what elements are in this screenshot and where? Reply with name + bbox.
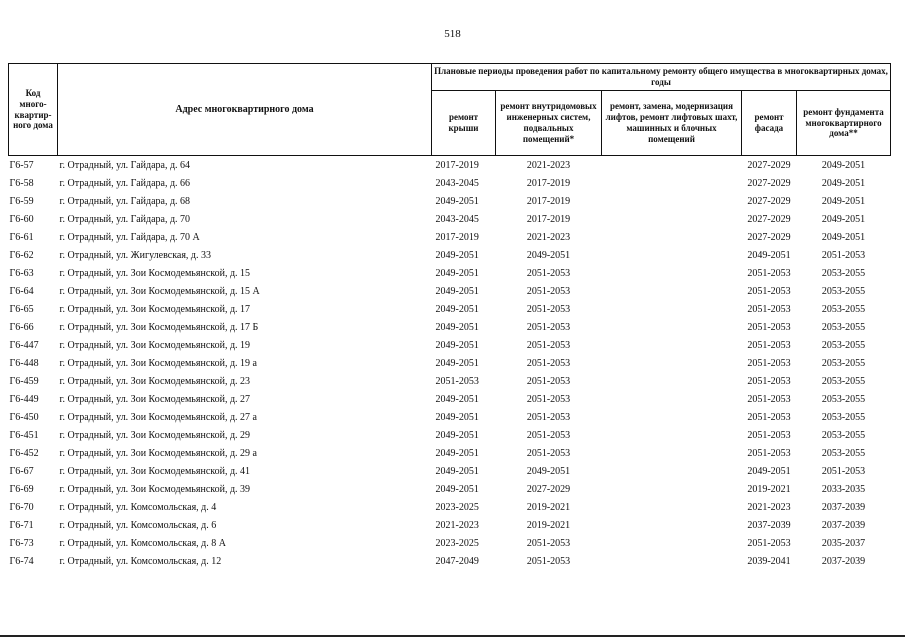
cell-lift-period xyxy=(602,462,742,480)
cell-code: Г6-449 xyxy=(9,393,39,405)
cell-lift-period xyxy=(602,498,742,516)
table-row xyxy=(9,462,891,480)
cell-inner-systems-period: 2019-2021 xyxy=(526,501,571,513)
cell-inner-systems-period: 2051-2053 xyxy=(526,285,571,297)
cell-inner-systems-period: 2051-2053 xyxy=(526,537,571,549)
cell-roof-period: 2047-2049 xyxy=(435,555,479,567)
cell-code: Г6-67 xyxy=(9,465,34,477)
cell-roof-period: 2049-2051 xyxy=(435,303,479,315)
table-row xyxy=(9,516,891,534)
cell-lift-period xyxy=(602,174,742,192)
cell-foundation-period: 2049-2051 xyxy=(821,213,866,225)
table-row xyxy=(9,210,891,228)
table-row xyxy=(9,408,891,426)
cell-foundation-period: 2053-2055 xyxy=(821,303,866,315)
cell-code: Г6-450 xyxy=(9,411,39,423)
cell-facade-period: 2051-2053 xyxy=(747,429,791,441)
cell-address: г. Отрадный, ул. Зои Космодемьянской, д. 19 xyxy=(59,339,251,351)
cell-inner-systems-period: 2017-2019 xyxy=(526,213,571,225)
cell-facade-period: 2051-2053 xyxy=(747,375,791,387)
cell-foundation-period: 2053-2055 xyxy=(821,429,866,441)
cell-inner-systems-period: 2027-2029 xyxy=(526,483,571,495)
header-code: Код много-квартир-ного дома xyxy=(9,64,58,156)
table-row xyxy=(9,444,891,462)
table-row xyxy=(9,552,891,570)
cell-inner-systems-period: 2017-2019 xyxy=(526,177,571,189)
cell-facade-period: 2051-2053 xyxy=(747,267,791,279)
cell-address: г. Отрадный, ул. Гайдара, д. 66 xyxy=(59,177,191,189)
cell-facade-period: 2051-2053 xyxy=(747,447,791,459)
cell-inner-systems-period: 2021-2023 xyxy=(526,159,571,171)
cell-facade-period: 2027-2029 xyxy=(747,177,791,189)
cell-lift-period xyxy=(602,282,742,300)
table-body xyxy=(9,156,891,571)
table-row xyxy=(9,318,891,336)
cell-foundation-period: 2049-2051 xyxy=(821,195,866,207)
table-row xyxy=(9,390,891,408)
cell-address: г. Отрадный, ул. Зои Космодемьянской, д. 19 а xyxy=(59,357,257,369)
cell-inner-systems-period: 2051-2053 xyxy=(526,429,571,441)
cell-inner-systems-period: 2051-2053 xyxy=(526,393,571,405)
cell-roof-period: 2049-2051 xyxy=(435,357,479,369)
table-row xyxy=(9,228,891,246)
cell-roof-period: 2049-2051 xyxy=(435,483,479,495)
cell-foundation-period: 2053-2055 xyxy=(821,393,866,405)
cell-code: Г6-451 xyxy=(9,429,39,441)
cell-lift-period xyxy=(602,336,742,354)
cell-code: Г6-447 xyxy=(9,339,39,351)
cell-lift-period xyxy=(602,210,742,228)
table-row xyxy=(9,192,891,210)
cell-facade-period: 2019-2021 xyxy=(747,483,791,495)
cell-code: Г6-452 xyxy=(9,447,39,459)
table-row xyxy=(9,156,891,175)
cell-roof-period: 2049-2051 xyxy=(435,249,479,261)
header-lifts: ремонт, замена, модернизация лифтов, ремонт лифтовых шахт, машинных и блочных помещений xyxy=(602,91,742,156)
cell-facade-period: 2027-2029 xyxy=(747,231,791,243)
cell-code: Г6-61 xyxy=(9,231,34,243)
cell-lift-period xyxy=(602,444,742,462)
cell-roof-period: 2017-2019 xyxy=(435,159,479,171)
cell-inner-systems-period: 2051-2053 xyxy=(526,321,571,333)
cell-code: Г6-69 xyxy=(9,483,34,495)
cell-lift-period xyxy=(602,390,742,408)
cell-address: г. Отрадный, ул. Комсомольская, д. 4 xyxy=(59,501,217,513)
cell-inner-systems-period: 2049-2051 xyxy=(526,465,571,477)
cell-inner-systems-period: 2051-2053 xyxy=(526,339,571,351)
cell-address: г. Отрадный, ул. Гайдара, д. 64 xyxy=(59,159,191,171)
cell-roof-period: 2049-2051 xyxy=(435,429,479,441)
cell-address: г. Отрадный, ул. Гайдара, д. 70 А xyxy=(59,231,200,243)
cell-foundation-period: 2053-2055 xyxy=(821,375,866,387)
cell-address: г. Отрадный, ул. Комсомольская, д. 8 А xyxy=(59,537,226,549)
cell-foundation-period: 2053-2055 xyxy=(821,339,866,351)
page-number: 518 xyxy=(444,28,461,40)
cell-roof-period: 2049-2051 xyxy=(435,393,479,405)
cell-facade-period: 2051-2053 xyxy=(747,537,791,549)
cell-address: г. Отрадный, ул. Зои Космодемьянской, д. 29 а xyxy=(59,447,257,459)
cell-facade-period: 2027-2029 xyxy=(747,195,791,207)
cell-inner-systems-period: 2051-2053 xyxy=(526,375,571,387)
header-foundation: ремонт фундамента многоквартирного дома** xyxy=(797,91,891,156)
cell-code: Г6-58 xyxy=(9,177,34,189)
cell-address: г. Отрадный, ул. Комсомольская, д. 6 xyxy=(59,519,217,531)
cell-roof-period: 2043-2045 xyxy=(435,177,479,189)
cell-code: Г6-74 xyxy=(9,555,34,567)
table-row xyxy=(9,300,891,318)
cell-foundation-period: 2037-2039 xyxy=(821,555,866,567)
cell-code: Г6-448 xyxy=(9,357,39,369)
cell-foundation-period: 2037-2039 xyxy=(821,501,866,513)
table-row xyxy=(9,336,891,354)
bottom-border-line xyxy=(0,635,905,637)
cell-address: г. Отрадный, ул. Зои Космодемьянской, д. 23 xyxy=(59,375,251,387)
cell-lift-period xyxy=(602,534,742,552)
header-planned-periods: Плановые периоды проведения работ по капитальному ремонту общего имущества в многоквартирных домах, годы xyxy=(432,64,891,91)
cell-foundation-period: 2053-2055 xyxy=(821,285,866,297)
table-row xyxy=(9,282,891,300)
cell-code: Г6-59 xyxy=(9,195,34,207)
cell-foundation-period: 2051-2053 xyxy=(821,249,866,261)
cell-lift-period xyxy=(602,408,742,426)
cell-inner-systems-period: 2049-2051 xyxy=(526,249,571,261)
cell-address: г. Отрадный, ул. Гайдара, д. 70 xyxy=(59,213,191,225)
cell-roof-period: 2049-2051 xyxy=(435,321,479,333)
cell-address: г. Отрадный, ул. Жигулевская, д. 33 xyxy=(59,249,212,261)
cell-address: г. Отрадный, ул. Зои Космодемьянской, д. 17 xyxy=(59,303,251,315)
cell-lift-period xyxy=(602,156,742,175)
cell-inner-systems-period: 2017-2019 xyxy=(526,195,571,207)
table-row xyxy=(9,354,891,372)
cell-facade-period: 2051-2053 xyxy=(747,339,791,351)
table-row xyxy=(9,480,891,498)
cell-code: Г6-66 xyxy=(9,321,34,333)
cell-code: Г6-71 xyxy=(9,519,34,531)
cell-facade-period: 2049-2051 xyxy=(747,249,791,261)
cell-lift-period xyxy=(602,264,742,282)
cell-facade-period: 2027-2029 xyxy=(747,213,791,225)
table-row xyxy=(9,174,891,192)
cell-address: г. Отрадный, ул. Зои Космодемьянской, д. 41 xyxy=(59,465,251,477)
table-row xyxy=(9,246,891,264)
repair-schedule-table xyxy=(8,63,891,570)
cell-foundation-period: 2035-2037 xyxy=(821,537,866,549)
cell-roof-period: 2049-2051 xyxy=(435,447,479,459)
cell-roof-period: 2049-2051 xyxy=(435,285,479,297)
cell-facade-period: 2051-2053 xyxy=(747,285,791,297)
table-header xyxy=(9,64,891,156)
cell-foundation-period: 2051-2053 xyxy=(821,465,866,477)
cell-foundation-period: 2049-2051 xyxy=(821,159,866,171)
header-inner-systems: ремонт внутридомовых инженерных систем, подвальных помещений* xyxy=(496,91,602,156)
cell-roof-period: 2023-2025 xyxy=(435,537,479,549)
header-roof: ремонт крыши xyxy=(432,91,496,156)
cell-facade-period: 2051-2053 xyxy=(747,411,791,423)
cell-facade-period: 2021-2023 xyxy=(747,501,791,513)
cell-code: Г6-60 xyxy=(9,213,34,225)
cell-inner-systems-period: 2051-2053 xyxy=(526,447,571,459)
cell-facade-period: 2039-2041 xyxy=(747,555,791,567)
cell-foundation-period: 2049-2051 xyxy=(821,177,866,189)
cell-code: Г6-64 xyxy=(9,285,34,297)
cell-code: Г6-57 xyxy=(9,159,34,171)
cell-roof-period: 2017-2019 xyxy=(435,231,479,243)
cell-roof-period: 2021-2023 xyxy=(435,519,479,531)
cell-lift-period xyxy=(602,228,742,246)
cell-foundation-period: 2037-2039 xyxy=(821,519,866,531)
cell-address: г. Отрадный, ул. Зои Космодемьянской, д. 15 А xyxy=(59,285,260,297)
cell-roof-period: 2049-2051 xyxy=(435,465,479,477)
cell-roof-period: 2049-2051 xyxy=(435,267,479,279)
cell-roof-period: 2043-2045 xyxy=(435,213,479,225)
header-address: Адрес многоквартирного дома xyxy=(58,64,432,156)
cell-address: г. Отрадный, ул. Зои Космодемьянской, д. 29 xyxy=(59,429,251,441)
cell-address: г. Отрадный, ул. Зои Космодемьянской, д. 27 а xyxy=(59,411,257,423)
cell-facade-period: 2049-2051 xyxy=(747,465,791,477)
cell-address: г. Отрадный, ул. Зои Космодемьянской, д. 15 xyxy=(59,267,251,279)
cell-roof-period: 2049-2051 xyxy=(435,339,479,351)
cell-inner-systems-period: 2051-2053 xyxy=(526,267,571,279)
cell-foundation-period: 2053-2055 xyxy=(821,447,866,459)
cell-code: Г6-459 xyxy=(9,375,39,387)
cell-roof-period: 2049-2051 xyxy=(435,411,479,423)
cell-facade-period: 2037-2039 xyxy=(747,519,791,531)
cell-address: г. Отрадный, ул. Зои Космодемьянской, д. 39 xyxy=(59,483,251,495)
cell-foundation-period: 2053-2055 xyxy=(821,321,866,333)
cell-address: г. Отрадный, ул. Зои Космодемьянской, д. 17 Б xyxy=(59,321,259,333)
cell-roof-period: 2023-2025 xyxy=(435,501,479,513)
cell-code: Г6-63 xyxy=(9,267,34,279)
cell-foundation-period: 2049-2051 xyxy=(821,231,866,243)
table-row xyxy=(9,498,891,516)
table-row xyxy=(9,264,891,282)
cell-lift-period xyxy=(602,318,742,336)
cell-foundation-period: 2053-2055 xyxy=(821,411,866,423)
cell-lift-period xyxy=(602,480,742,498)
cell-facade-period: 2051-2053 xyxy=(747,393,791,405)
table-row xyxy=(9,426,891,444)
cell-foundation-period: 2053-2055 xyxy=(821,267,866,279)
cell-code: Г6-70 xyxy=(9,501,34,513)
cell-inner-systems-period: 2051-2053 xyxy=(526,411,571,423)
cell-code: Г6-73 xyxy=(9,537,34,549)
cell-address: г. Отрадный, ул. Гайдара, д. 68 xyxy=(59,195,191,207)
cell-roof-period: 2051-2053 xyxy=(435,375,479,387)
cell-facade-period: 2027-2029 xyxy=(747,159,791,171)
cell-lift-period xyxy=(602,372,742,390)
cell-lift-period xyxy=(602,192,742,210)
cell-inner-systems-period: 2051-2053 xyxy=(526,303,571,315)
cell-facade-period: 2051-2053 xyxy=(747,357,791,369)
cell-inner-systems-period: 2051-2053 xyxy=(526,357,571,369)
cell-lift-period xyxy=(602,426,742,444)
cell-lift-period xyxy=(602,246,742,264)
cell-lift-period xyxy=(602,300,742,318)
cell-inner-systems-period: 2019-2021 xyxy=(526,519,571,531)
cell-address: г. Отрадный, ул. Комсомольская, д. 12 xyxy=(59,555,222,567)
table-row xyxy=(9,534,891,552)
header-facade: ремонт фасада xyxy=(742,91,797,156)
cell-foundation-period: 2033-2035 xyxy=(821,483,866,495)
cell-inner-systems-period: 2021-2023 xyxy=(526,231,571,243)
cell-address: г. Отрадный, ул. Зои Космодемьянской, д. 27 xyxy=(59,393,251,405)
cell-facade-period: 2051-2053 xyxy=(747,303,791,315)
cell-lift-period xyxy=(602,354,742,372)
cell-code: Г6-62 xyxy=(9,249,34,261)
table-row xyxy=(9,372,891,390)
cell-lift-period xyxy=(602,552,742,570)
cell-inner-systems-period: 2051-2053 xyxy=(526,555,571,567)
cell-facade-period: 2051-2053 xyxy=(747,321,791,333)
cell-roof-period: 2049-2051 xyxy=(435,195,479,207)
cell-foundation-period: 2053-2055 xyxy=(821,357,866,369)
cell-lift-period xyxy=(602,516,742,534)
cell-code: Г6-65 xyxy=(9,303,34,315)
